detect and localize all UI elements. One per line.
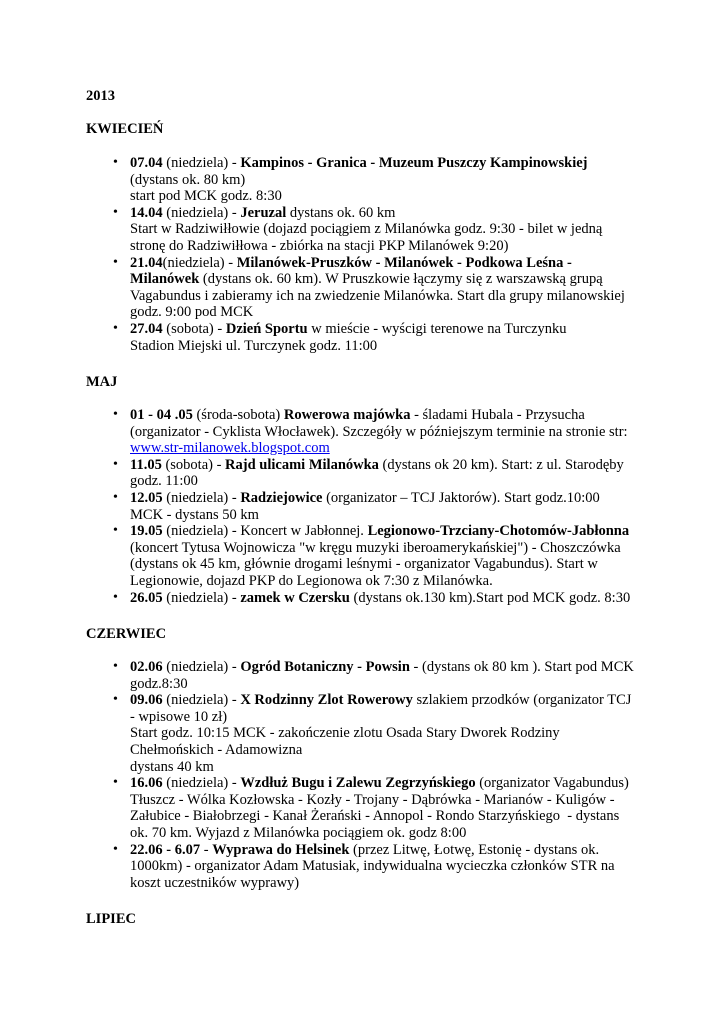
month-heading-june: CZERWIEC xyxy=(86,626,167,642)
month-heading-may: MAJ xyxy=(86,374,118,390)
event-text: (dystans ok.130 km).Start pod MCK godz. 8:30 xyxy=(349,589,631,606)
list-item xyxy=(0,407,640,457)
bullet-icon: • xyxy=(113,589,118,605)
event-date: 19.05 xyxy=(130,523,163,540)
bullet-icon: • xyxy=(113,407,118,422)
bullet-icon: • xyxy=(113,456,118,472)
event-text: Tłuszcz - Wólka Kozłowska - Kozły - Trojany - Dąbrówka - Marianów - Kuligów - xyxy=(130,791,615,808)
event-text: (niedziela) - xyxy=(162,775,241,792)
event-text: (organizator Vagabundus) xyxy=(475,775,629,792)
event-text: dystans 40 km xyxy=(130,758,214,775)
list-item xyxy=(0,523,640,589)
event-text: (niedziela) - xyxy=(162,489,241,506)
event-text: (sobota) - xyxy=(162,320,226,337)
list-item xyxy=(0,255,640,321)
list-item xyxy=(0,321,640,354)
bullet-icon: • xyxy=(113,523,118,539)
event-text: (niedziela) - xyxy=(162,155,241,171)
event-text: - (dystans ok 80 km ). Start pod MCK xyxy=(409,659,634,675)
event-text: (niedziela) - xyxy=(162,659,241,675)
event-title: Kampinos - Granica - Muzeum Puszczy Kampinowskiej xyxy=(240,155,588,171)
event-title: Wyprawa do Helsinek xyxy=(212,841,350,858)
bullet-icon: • xyxy=(113,692,118,708)
event-date: 02.06 xyxy=(130,659,163,675)
event-text: - śladami Hubala - Przysucha xyxy=(410,407,585,423)
event-text: Legionowie, dojazd PKP do Legionowa ok 7:30 z Milanówka. xyxy=(130,572,493,589)
event-title: Rajd ulicami Milanówka xyxy=(225,456,379,473)
event-text: (niedziela) - Koncert w Jabłonnej. xyxy=(162,523,368,540)
list-item xyxy=(0,775,640,841)
event-date: 14.04 xyxy=(130,204,163,221)
blog-link[interactable]: www.str-milanowek.blogspot.com xyxy=(130,440,330,457)
event-text: godz. 11:00 xyxy=(130,473,198,490)
event-text: (dystans ok. 80 km) xyxy=(130,171,246,188)
document-year: 2013 xyxy=(86,88,115,104)
event-text: Vagabundus i zabieramy ich na zwiedzenie Milanówka. Start dla grupy milanowskiej xyxy=(130,287,625,304)
event-date: 01 - 04 .05 xyxy=(130,407,193,423)
event-text: (dystans ok 45 km, głównie drogami leśnymi - organizator Vagabundus). Start w xyxy=(130,556,598,573)
event-date: 27.04 xyxy=(130,320,163,337)
event-text: - xyxy=(200,841,213,858)
month-heading-april: KWIECIEŃ xyxy=(86,121,164,137)
bullet-icon: • xyxy=(113,254,118,270)
event-title: Jeruzal xyxy=(240,204,287,221)
event-title: X Rodzinny Zlot Rowerowy xyxy=(240,692,413,709)
event-date: 26.05 xyxy=(130,589,163,606)
event-text: ok. 70 km. Wyjazd z Milanówka pociągiem ok. godz 8:00 xyxy=(130,824,467,841)
event-list-may xyxy=(0,407,725,606)
event-text: Start godz. 10:15 MCK - zakończenie zlotu Osada Stary Dworek Rodziny xyxy=(130,725,560,742)
event-text: (koncert Tytusa Wojnowicza "w kręgu muzyki iberoamerykańskiej") - Choszczówka xyxy=(130,539,621,556)
event-text: w mieście - wyścigi terenowe na Turczynku xyxy=(307,320,567,337)
event-text: (niedziela) - xyxy=(162,589,241,606)
event-date: 12.05 xyxy=(130,489,163,506)
event-text: Stadion Miejski ul. Turczynek godz. 11:00 xyxy=(130,337,378,354)
list-item xyxy=(0,692,640,775)
event-list-april xyxy=(0,155,725,354)
list-item xyxy=(0,842,640,892)
event-text: godz.8:30 xyxy=(130,675,188,692)
event-title: Wzdłuż Bugu i Zalewu Zegrzyńskiego xyxy=(240,775,476,792)
event-text: (sobota) - xyxy=(161,456,226,473)
event-date: 22.06 - 6.07 xyxy=(130,841,201,858)
event-title: Ogród Botaniczny - Powsin xyxy=(240,659,410,675)
event-title: zamek w Czersku xyxy=(240,589,350,606)
event-date: 09.06 xyxy=(130,692,163,709)
bullet-icon: • xyxy=(113,320,118,336)
bullet-icon: • xyxy=(113,155,118,170)
event-text: Start w Radziwiłłowie (dojazd pociągiem z Milanówka godz. 9:30 - bilet w jedną xyxy=(130,221,603,238)
event-title: Dzień Sportu xyxy=(225,320,308,337)
event-title: Radziejowice xyxy=(240,489,323,506)
event-title: Milanówek xyxy=(130,271,200,288)
bullet-icon: • xyxy=(113,204,118,220)
event-text: dystans ok. 60 km xyxy=(286,204,396,221)
event-text: (niedziela) - xyxy=(162,204,241,221)
event-text: (niedziela) - xyxy=(162,692,241,709)
event-title: Milanówek-Pruszków - Milanówek - Podkowa Leśna - xyxy=(236,254,572,271)
event-date: 07.04 xyxy=(130,155,163,171)
event-date: 16.06 xyxy=(130,775,163,792)
list-item xyxy=(0,490,640,523)
list-item xyxy=(0,155,640,205)
event-date: 11.05 xyxy=(130,456,162,473)
event-title: Legionowo-Trzciany-Chotomów-Jabłonna xyxy=(367,523,630,540)
bullet-icon: • xyxy=(113,841,118,857)
event-text: 1000km) - organizator Adam Matusiak, indywidualna wycieczka członków STR na xyxy=(130,858,615,875)
event-text: szlakiem przodków (organizator TCJ xyxy=(412,692,632,709)
event-text: Załubice - Białobrzegi - Kanał Żerański - Annopol - Rondo Starzyńskiego - dystans xyxy=(130,808,620,825)
bullet-icon: • xyxy=(113,489,118,505)
event-text: (organizator – TCJ Jaktorów). Start godz.10:00 xyxy=(322,489,600,506)
event-text: (dystans ok 20 km). Start: z ul. Starodęby xyxy=(378,456,624,473)
event-text: koszt uczestników wyprawy) xyxy=(130,874,300,891)
list-item xyxy=(0,205,640,255)
event-text: stronę do Radziwiłłowa - zbiórka na stacji PKP Milanówek 9:20) xyxy=(130,237,509,254)
month-heading-july: LIPIEC xyxy=(86,911,136,927)
event-text: (środa-sobota) xyxy=(192,407,284,423)
event-text: start pod MCK godz. 8:30 xyxy=(130,188,282,205)
list-item xyxy=(0,590,640,607)
event-text: Chełmońskich - Adamowizna xyxy=(130,741,303,758)
event-text: (organizator - Cyklista Włocławek). Szczegóły w późniejszym terminie na stronie str: xyxy=(130,423,628,440)
list-item xyxy=(0,659,640,692)
bullet-icon: • xyxy=(113,659,118,674)
event-text: godz. 9:00 pod MCK xyxy=(130,304,254,321)
event-title: Rowerowa majówka xyxy=(283,407,411,423)
event-text: - wpisowe 10 zł) xyxy=(130,708,228,725)
list-item xyxy=(0,457,640,490)
event-date: 21.04 xyxy=(130,254,163,271)
bullet-icon: • xyxy=(113,775,118,791)
event-text: (przez Litwę, Łotwę, Estonię - dystans ok. xyxy=(349,841,600,858)
event-list-june xyxy=(0,659,725,891)
event-text: MCK - dystans 50 km xyxy=(130,506,259,523)
event-text: (dystans ok. 60 km). W Pruszkowie łączymy się z warszawską grupą xyxy=(199,271,603,288)
event-text: (niedziela) - xyxy=(162,254,237,271)
